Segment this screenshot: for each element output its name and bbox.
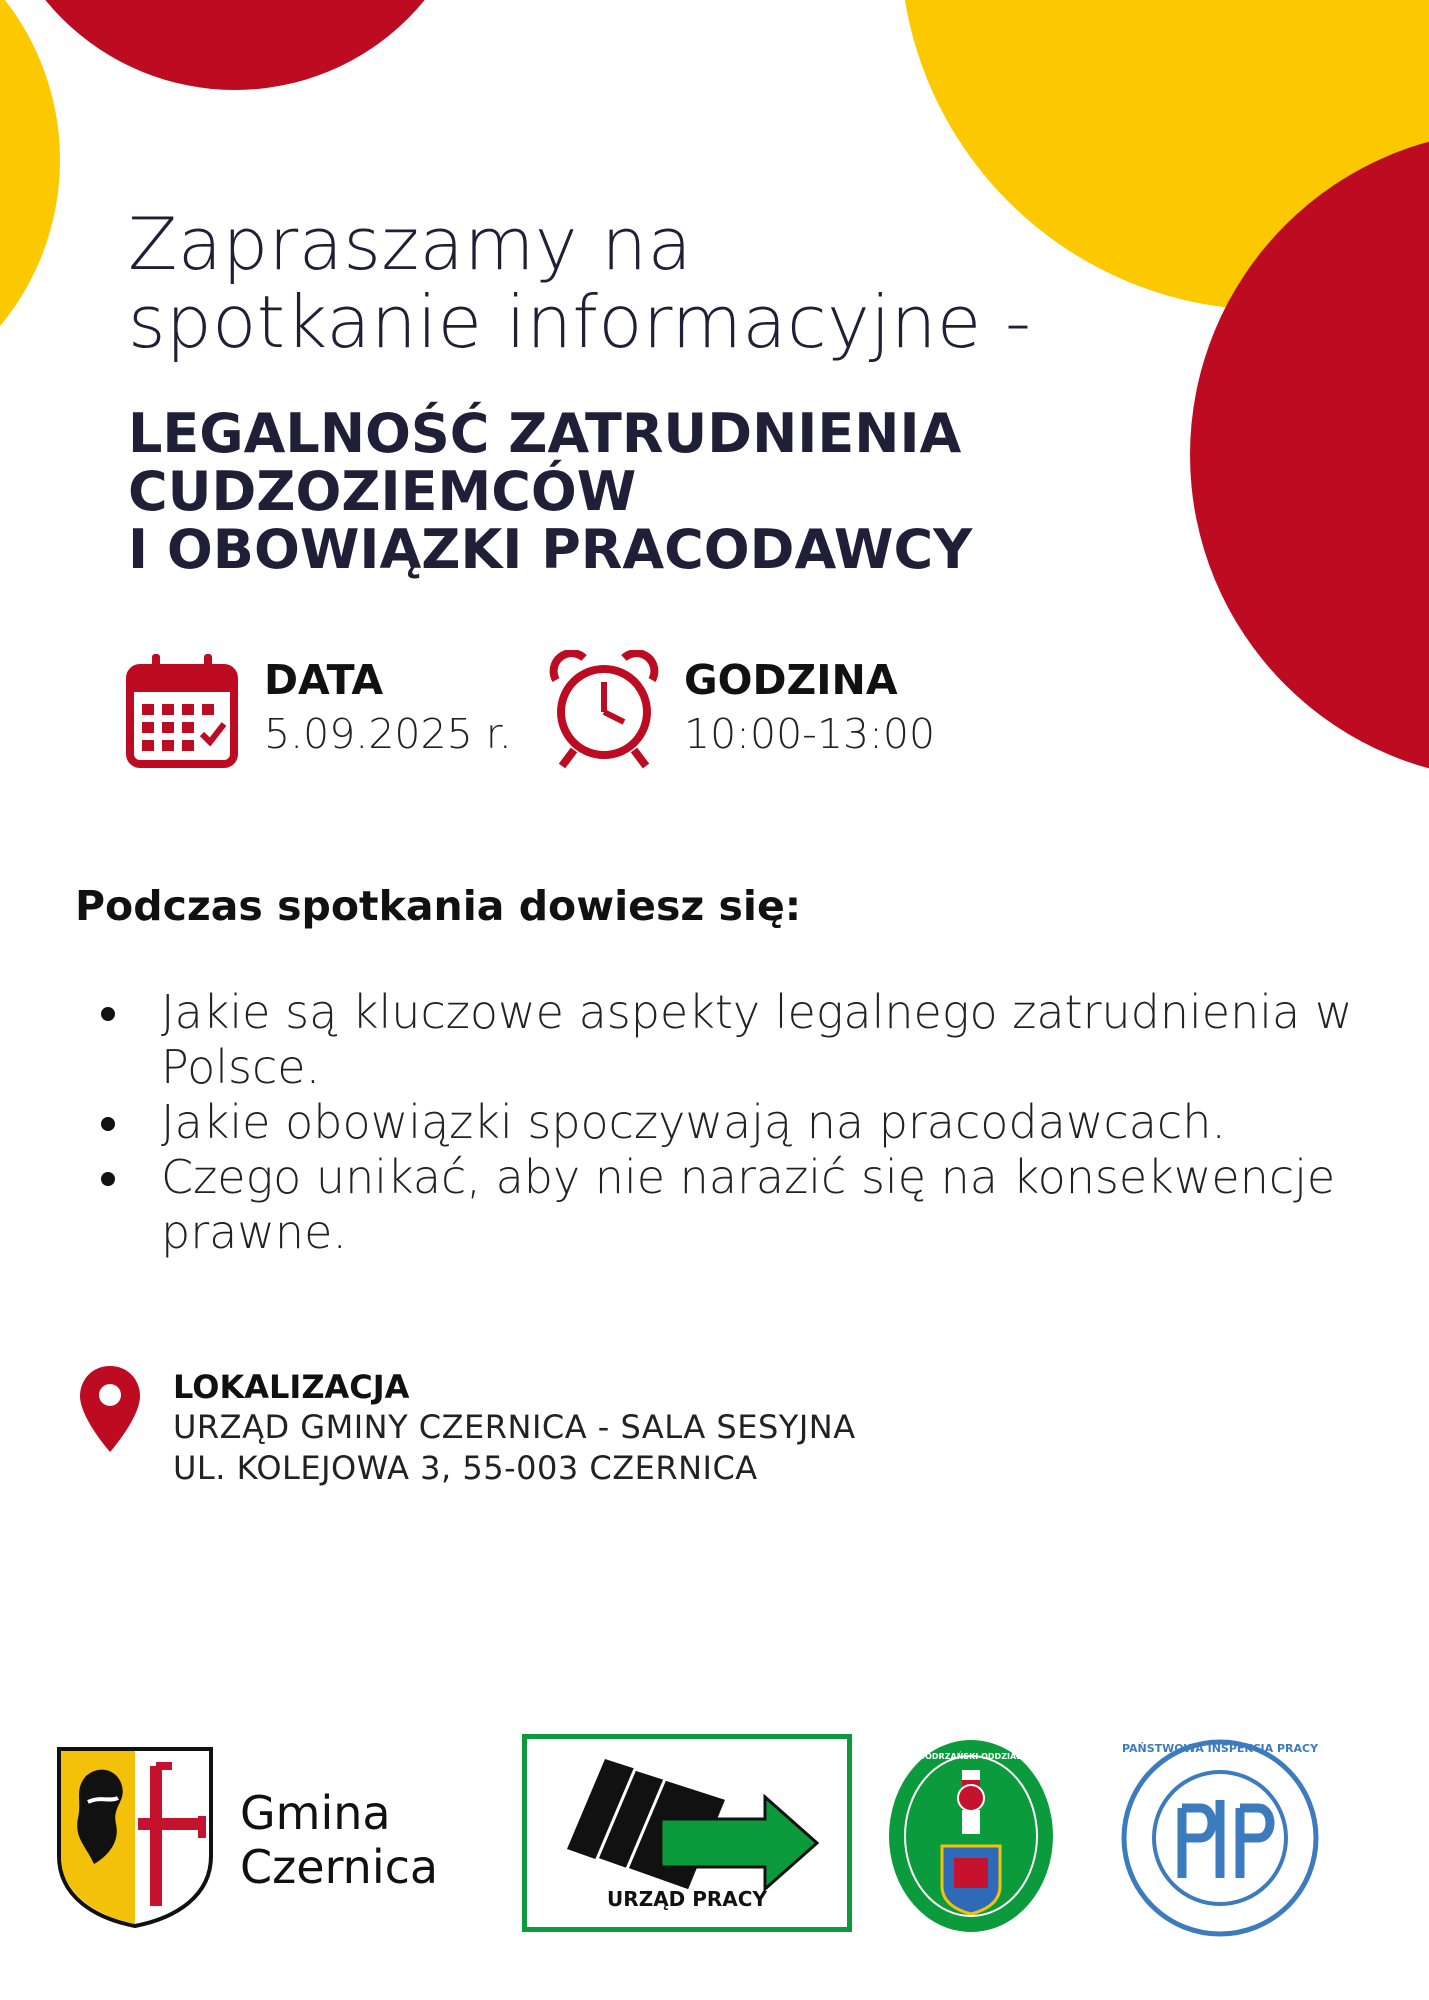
decor-red-circle-top-left bbox=[0, 0, 480, 90]
headline-line-2: CUDZOZIEMCÓW bbox=[128, 460, 637, 523]
date-label: DATA bbox=[264, 656, 384, 704]
urzad-pracy-text: URZĄD PRACY bbox=[607, 1887, 767, 1911]
time-label: GODZINA bbox=[684, 656, 898, 704]
gmina-name bbox=[240, 1786, 438, 1894]
list-item-text: Czego unikać, aby nie narazić się na konsekwencje prawne. bbox=[161, 1150, 1336, 1259]
calendar-icon bbox=[126, 652, 238, 768]
urzad-pracy-logo bbox=[522, 1734, 852, 1932]
headline bbox=[128, 402, 973, 581]
date-value: 5.09.2025 r. bbox=[264, 710, 512, 758]
pip-text: PAŃSTWOWA INSPEKCJA PRACY bbox=[1121, 1742, 1319, 1755]
list-item bbox=[95, 985, 1395, 1095]
list-item bbox=[95, 1095, 1395, 1150]
location-label: LOKALIZACJA bbox=[173, 1368, 410, 1406]
learn-heading: Podczas spotkania dowiesz się: bbox=[75, 882, 802, 930]
bullet-icon bbox=[101, 1172, 115, 1186]
bullet-icon bbox=[101, 1117, 115, 1131]
list-item-text: Jakie są kluczowe aspekty legalnego zatrudnienia w Polsce. bbox=[161, 985, 1353, 1094]
intro-heading bbox=[128, 202, 1032, 364]
location-address-line-2: UL. KOLEJOWA 3, 55-003 CZERNICA bbox=[173, 1449, 758, 1487]
alarm-clock-icon bbox=[548, 650, 660, 770]
decor-yellow-circle-left bbox=[0, 0, 60, 420]
map-pin-icon bbox=[78, 1364, 142, 1454]
gmina-czernica-coat-of-arms bbox=[56, 1746, 214, 1928]
headline-line-1: LEGALNOŚĆ ZATRUDNIENIA bbox=[128, 402, 962, 465]
border-guard-text: NADODRZAŃSKI ODDZIAŁ SG bbox=[905, 1752, 1037, 1761]
intro-line-2: spotkanie informacyjne - bbox=[128, 280, 1032, 364]
time-value: 10:00-13:00 bbox=[684, 710, 936, 758]
headline-line-3: I OBOWIĄZKI PRACODAWCY bbox=[128, 518, 973, 581]
gmina-name-line-2: Czernica bbox=[240, 1840, 439, 1894]
list-item-text: Jakie obowiązki spoczywają na pracodawcach. bbox=[161, 1095, 1226, 1149]
border-guard-badge bbox=[886, 1736, 1056, 1936]
intro-line-1: Zapraszamy na bbox=[128, 202, 693, 286]
list-item bbox=[95, 1150, 1395, 1260]
bullet-icon bbox=[101, 1007, 115, 1021]
learn-list bbox=[95, 985, 1395, 1260]
location-address-line-1: URZĄD GMINY CZERNICA - SALA SESYJNA bbox=[173, 1408, 856, 1446]
gmina-name-line-1: Gmina bbox=[240, 1786, 391, 1840]
pip-logo bbox=[1120, 1738, 1320, 1938]
